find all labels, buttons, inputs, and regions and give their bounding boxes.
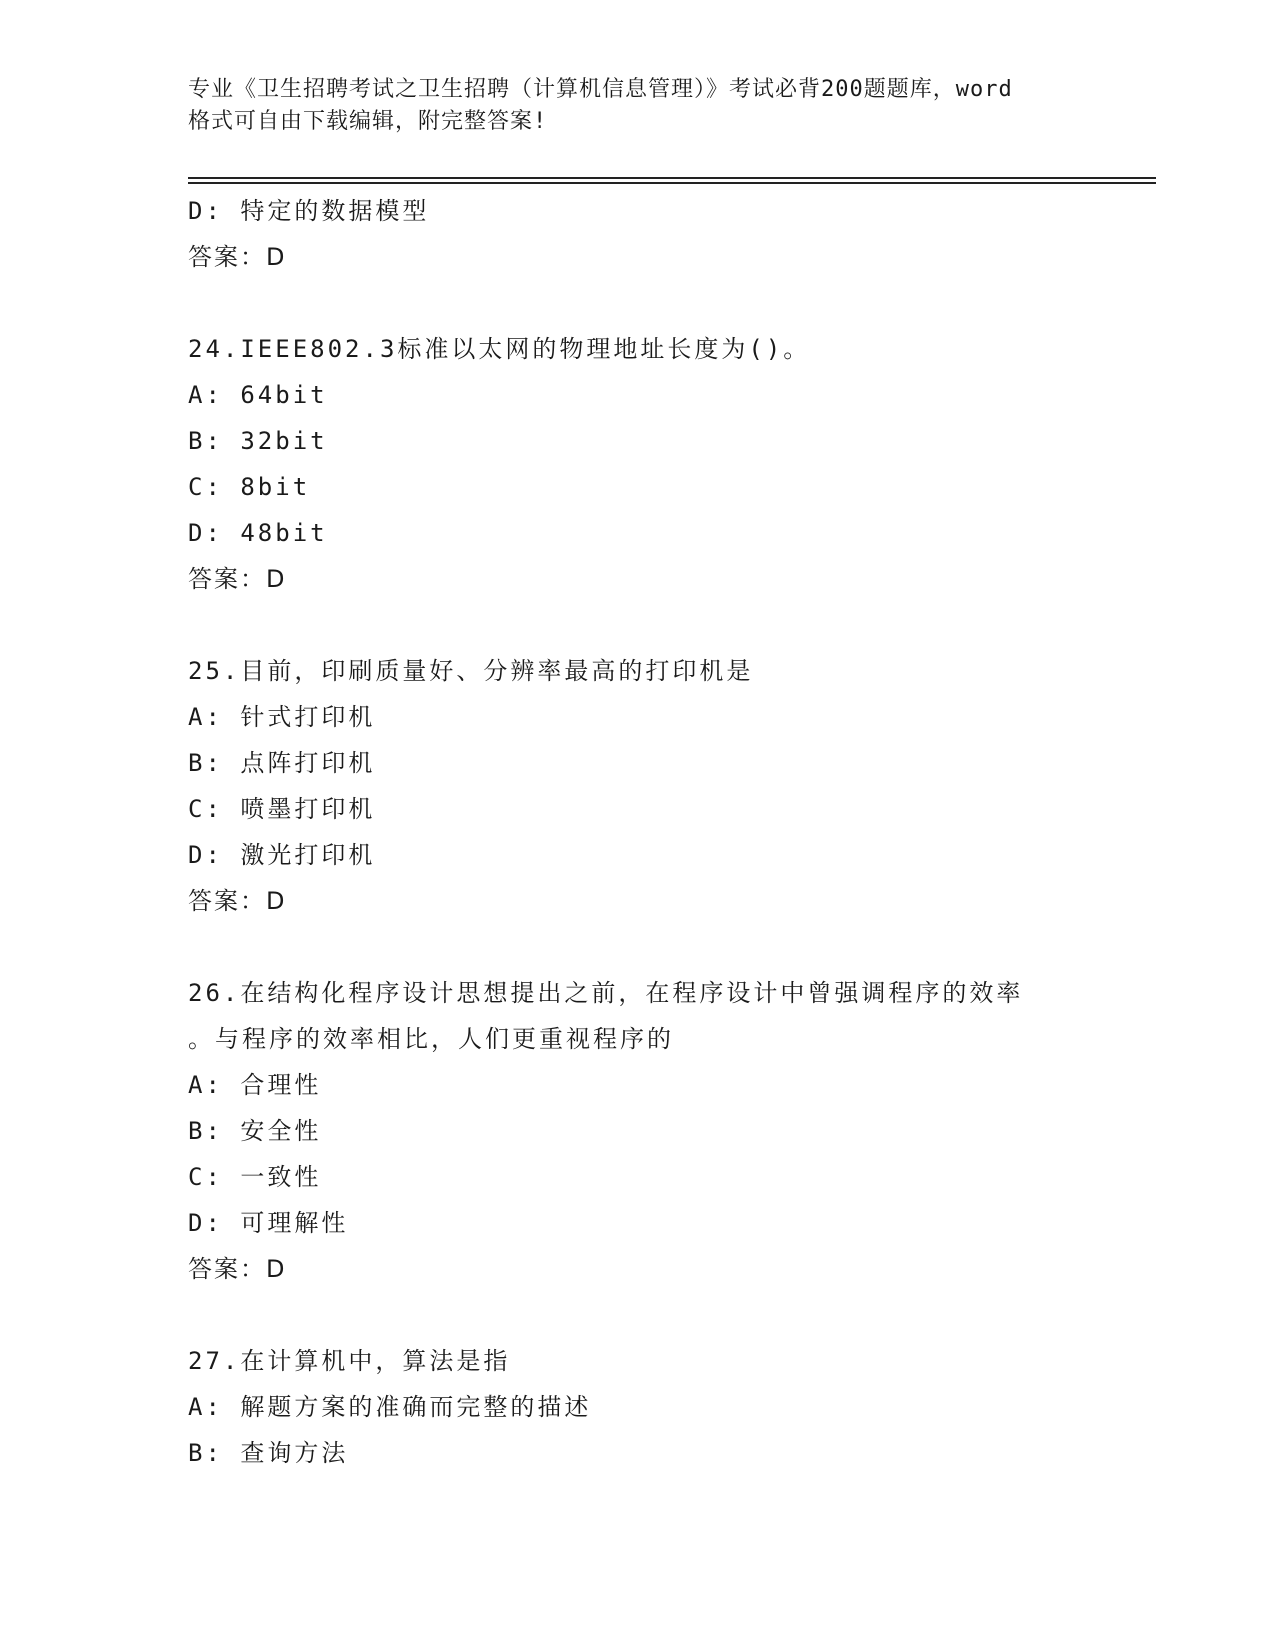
header-title-line-2: 格式可自由下载编辑，附完整答案! <box>188 109 548 134</box>
header-divider-top <box>188 177 1156 179</box>
question-stem: 27.在计算机中，算法是指 <box>188 1347 511 1375</box>
option-b: B: 点阵打印机 <box>188 749 376 777</box>
option-d: D: 可理解性 <box>188 1209 349 1237</box>
option-d: D: 48bit <box>188 519 328 547</box>
answer-line: 答案：D <box>188 1255 287 1283</box>
option-b: B: 安全性 <box>188 1117 322 1145</box>
header-title-line-1: 专业《卫生招聘考试之卫生招聘（计算机信息管理）》考试必背200题题库，word <box>188 77 1013 102</box>
answer-line: 答案：D <box>188 565 287 593</box>
question-24 <box>188 326 1148 602</box>
option-a: A: 合理性 <box>188 1071 322 1099</box>
question-stem: 25.目前，印刷质量好、分辨率最高的打印机是 <box>188 657 754 685</box>
option-b: B: 32bit <box>188 427 328 455</box>
question-25 <box>188 648 1148 924</box>
question-26 <box>188 970 1148 1292</box>
header-divider-bottom <box>188 182 1156 184</box>
spacer <box>188 280 1148 326</box>
option-a: A: 针式打印机 <box>188 703 376 731</box>
option-c: C: 一致性 <box>188 1163 322 1191</box>
question-stem-line-2: 。与程序的效率相比，人们更重视程序的 <box>188 1025 674 1053</box>
answer-line: 答案：D <box>188 887 287 915</box>
question-27 <box>188 1338 1148 1476</box>
document-header <box>188 74 1088 138</box>
option-b: B: 查询方法 <box>188 1439 349 1467</box>
question-stem-line-1: 26.在结构化程序设计思想提出之前，在程序设计中曾强调程序的效率 <box>188 979 1024 1007</box>
option-d: D: 激光打印机 <box>188 841 376 869</box>
question-stem: 24.IEEE802.3标准以太网的物理地址长度为()。 <box>188 335 811 363</box>
spacer <box>188 602 1148 648</box>
spacer <box>188 924 1148 970</box>
question-list <box>188 188 1148 1476</box>
option-d: D: 特定的数据模型 <box>188 197 430 225</box>
option-c: C: 喷墨打印机 <box>188 795 376 823</box>
answer-line: 答案：D <box>188 243 287 271</box>
option-a: A: 解题方案的准确而完整的描述 <box>188 1393 592 1421</box>
spacer <box>188 1292 1148 1338</box>
option-a: A: 64bit <box>188 381 328 409</box>
option-c: C: 8bit <box>188 473 311 501</box>
